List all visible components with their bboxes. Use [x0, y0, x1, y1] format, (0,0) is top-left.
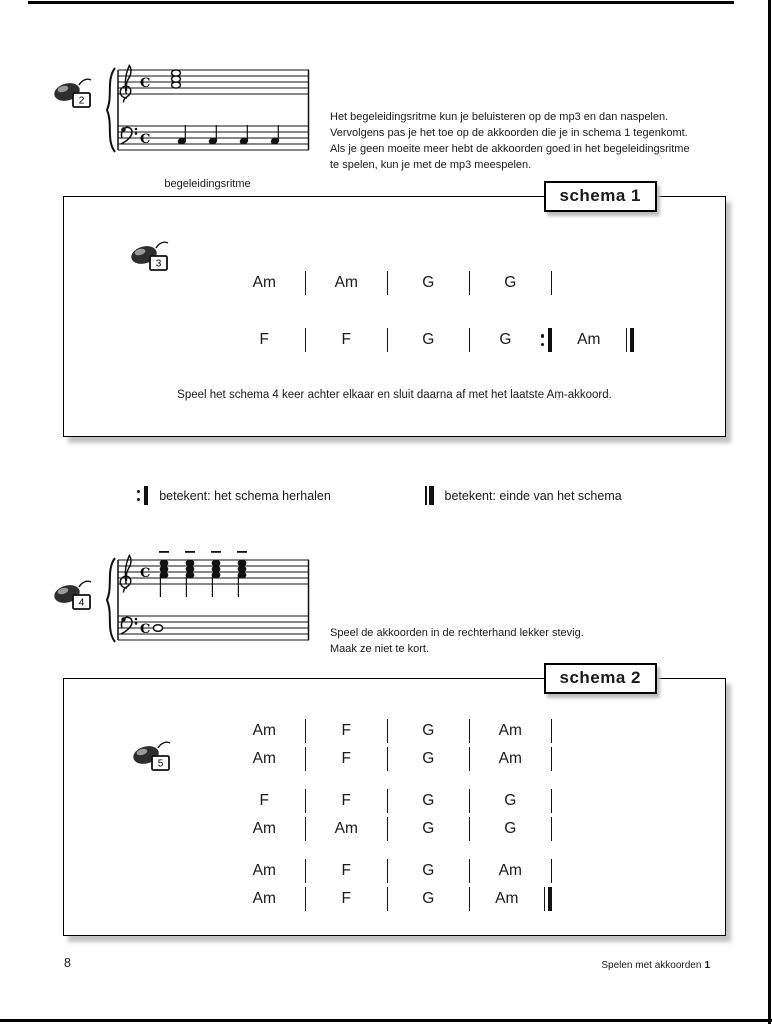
mp3-track-icon	[52, 78, 98, 111]
chord-label: Am	[334, 820, 358, 837]
staff-section-rhythm	[100, 58, 315, 190]
schema-2-box	[63, 668, 726, 936]
barline-icon	[551, 747, 553, 771]
tenuto-marks	[159, 551, 247, 553]
chord-cell	[224, 887, 306, 911]
chord-cell	[224, 271, 306, 295]
track-number: 4	[78, 597, 85, 609]
footer-book-title	[601, 960, 710, 971]
chord-label: F	[341, 792, 351, 809]
scan-edge-bottom	[0, 1019, 772, 1022]
bass-clef-icon	[121, 127, 137, 144]
intro-line: Het begeleidingsritme kun je beluisteren op de mp3 en dan naspelen.	[330, 111, 669, 123]
chord-label: F	[341, 862, 351, 879]
chord-label: Am	[334, 274, 358, 291]
chord-cell	[470, 271, 552, 295]
end-sign-icon	[544, 887, 553, 911]
barline-icon	[551, 817, 553, 841]
mp3-track-icon	[131, 741, 177, 774]
schema-1-note: Speel het schema 4 keer achter elkaar en sluit daarna af met het laatste Am-akkoord.	[177, 389, 612, 401]
chord-cell	[388, 817, 470, 841]
schema-2-title: schema 2	[544, 663, 658, 694]
section2-line: Speel de akkoorden in de rechterhand lekker stevig.	[330, 627, 584, 639]
chord-cell	[388, 271, 470, 295]
chord-label: G	[422, 862, 435, 879]
chord-label: G	[504, 792, 517, 809]
time-signature-bass: C	[140, 132, 151, 147]
time-signature-treble: C	[140, 76, 151, 91]
schema-2-chord-grid	[224, 717, 552, 913]
chord-label: Am	[252, 722, 276, 739]
book-volume: 1	[704, 960, 710, 971]
chord-label: F	[259, 331, 269, 348]
chord-label: Am	[252, 820, 276, 837]
chord-cell	[388, 719, 470, 743]
chord-label: F	[341, 750, 351, 767]
chord-row	[224, 885, 552, 913]
bass-whole-note	[153, 625, 162, 632]
intro-line: Als je geen moeite meer hebt de akkoorden goed in het begeleidingsritme	[330, 142, 690, 155]
chord-row	[224, 717, 552, 745]
chord-cell	[224, 789, 306, 813]
grand-staff-rhythm	[100, 58, 315, 172]
chord-cell	[306, 887, 388, 911]
chord-label: G	[422, 890, 435, 907]
chord-cell	[306, 789, 388, 813]
chord-label: G	[422, 722, 435, 739]
chord-cell	[224, 859, 306, 883]
chord-cell	[224, 817, 306, 841]
chord-cell	[306, 719, 388, 743]
treble-clef-icon	[120, 66, 131, 103]
chord-label: Am	[577, 331, 601, 348]
chord-label: Am	[498, 862, 522, 879]
bass-clef-icon	[121, 617, 137, 634]
scan-edge-top	[28, 1, 734, 4]
system-brace	[107, 558, 115, 642]
chord-label: F	[341, 890, 351, 907]
chord-cell	[224, 747, 306, 771]
chord-label: F	[341, 722, 351, 739]
chord-label: Am	[252, 862, 276, 879]
barline-icon	[551, 719, 553, 743]
track-number: 2	[78, 95, 85, 107]
barline-icon	[551, 859, 553, 883]
chord-cell	[224, 719, 306, 743]
chord-cell	[470, 887, 552, 911]
chord-row	[224, 326, 634, 354]
chord-row	[224, 857, 552, 885]
chord-label: G	[422, 820, 435, 837]
chord-cell	[306, 747, 388, 771]
chord-cell	[470, 817, 552, 841]
treble-chord-notes	[172, 70, 181, 88]
chord-cell	[306, 328, 388, 352]
chord-cell	[470, 859, 552, 883]
chord-cell	[306, 271, 388, 295]
track-number: 3	[155, 258, 162, 270]
chord-label: G	[499, 331, 512, 348]
chord-label: G	[504, 274, 517, 291]
chord-label: Am	[498, 750, 522, 767]
chord-label: G	[422, 331, 435, 348]
chord-cell	[306, 817, 388, 841]
system-brace	[107, 68, 115, 152]
chord-label: Am	[252, 274, 276, 291]
intro-line: te spelen, kun je met de mp3 meespelen.	[330, 158, 532, 171]
chord-label: F	[341, 331, 351, 348]
chord-row	[224, 815, 552, 843]
staff-section-chords	[100, 548, 315, 659]
track-number: 5	[157, 758, 164, 770]
legend-repeat-text: betekent: het schema herhalen	[159, 488, 331, 503]
end-sign-icon	[626, 328, 635, 352]
time-signature-treble: C	[140, 566, 151, 581]
chord-cell	[388, 789, 470, 813]
staff-caption: begeleidingsritme	[164, 178, 251, 190]
chord-cell	[388, 859, 470, 883]
schema-1-chord-grid	[224, 269, 634, 354]
chord-label: G	[422, 792, 435, 809]
barline-icon	[551, 789, 553, 813]
chord-cell	[388, 328, 470, 352]
chord-row	[224, 269, 634, 297]
barline-icon	[551, 271, 553, 295]
intro-line: Vervolgens pas je het toe op de akkoorden die je in schema 1 tegenkomt.	[330, 126, 688, 139]
chord-label: G	[504, 820, 517, 837]
section2-text	[330, 626, 730, 658]
intro-text	[330, 110, 730, 174]
chord-cell	[470, 328, 552, 352]
chord-row	[224, 787, 552, 815]
page-number: 8	[64, 956, 71, 970]
legend-repeat	[137, 486, 331, 505]
mp3-track-icon	[52, 580, 98, 613]
chord-label: F	[259, 792, 269, 809]
legend-end	[425, 486, 622, 505]
bass-rhythm-notes	[178, 125, 280, 145]
chord-cell	[470, 789, 552, 813]
chord-cell	[470, 747, 552, 771]
time-signature-bass: C	[140, 622, 151, 637]
chord-cell	[470, 719, 552, 743]
treble-clef-icon	[120, 556, 131, 593]
chord-row	[224, 745, 552, 773]
repeat-sign-icon	[541, 328, 552, 352]
chord-cell	[388, 887, 470, 911]
end-sign-icon	[425, 486, 434, 505]
schema-1-title: schema 1	[544, 181, 658, 212]
schema-1-box	[63, 186, 726, 437]
chord-label: G	[422, 274, 435, 291]
chord-cell	[388, 747, 470, 771]
scan-edge-right	[768, 0, 771, 1024]
chord-label: Am	[252, 750, 276, 767]
mp3-track-icon	[129, 241, 175, 274]
chord-cell	[552, 328, 634, 352]
chord-label: G	[422, 750, 435, 767]
section2-line: Maak ze niet te kort.	[330, 642, 430, 655]
chord-cell	[306, 859, 388, 883]
chord-label: Am	[498, 722, 522, 739]
grand-staff-chords	[100, 548, 315, 654]
book-title-text: Spelen met akkoorden	[601, 960, 702, 971]
legend-end-text: betekent: einde van het schema	[444, 488, 622, 503]
chord-label: Am	[495, 890, 519, 907]
repeat-sign-icon	[137, 486, 148, 505]
chord-label: Am	[252, 890, 276, 907]
chord-cell	[224, 328, 306, 352]
